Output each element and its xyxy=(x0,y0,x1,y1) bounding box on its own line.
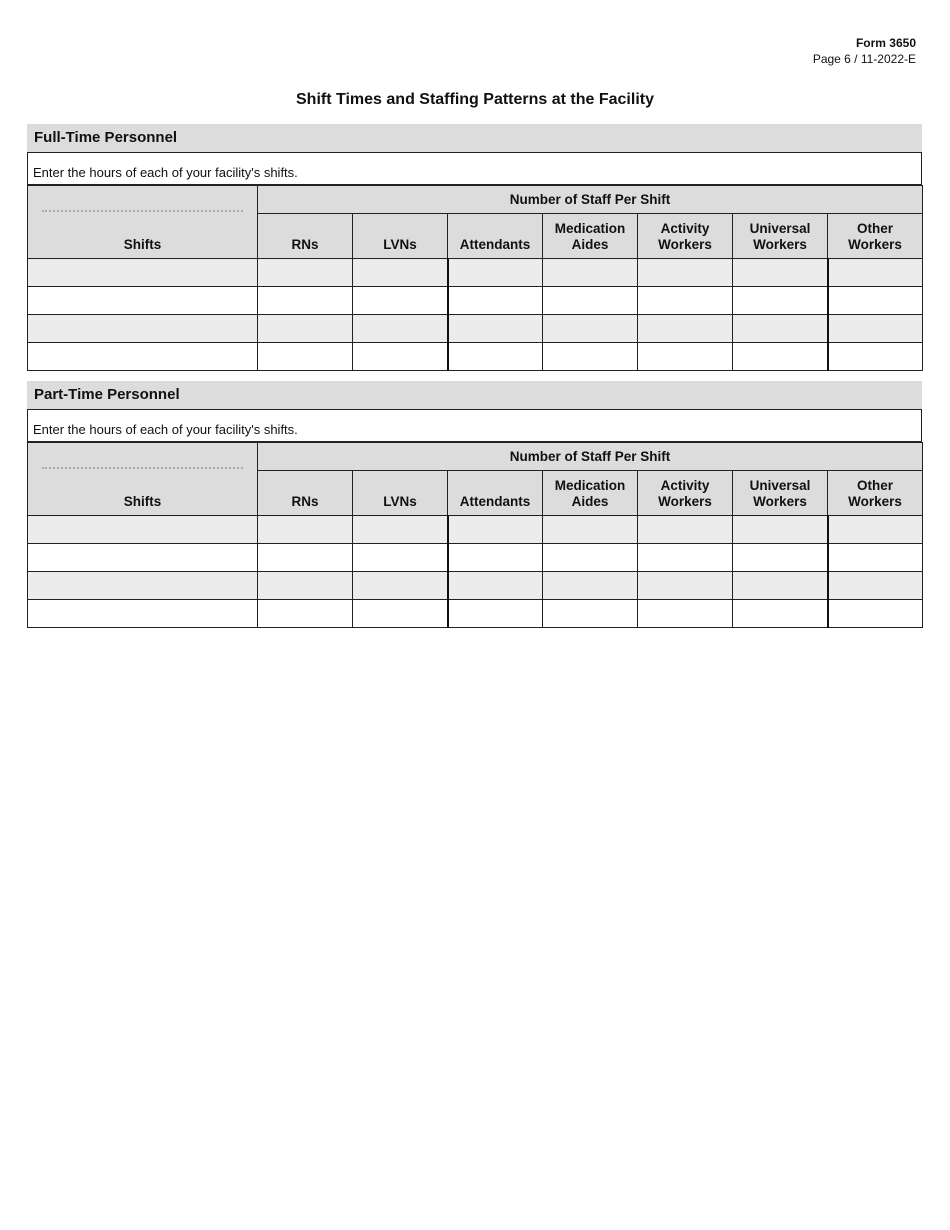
rns-count-field[interactable] xyxy=(258,315,353,343)
medication-aides-count-field[interactable] xyxy=(543,516,638,544)
form-number: Form 3650 xyxy=(855,36,916,50)
other-workers-count-field[interactable] xyxy=(828,287,923,315)
medication-aides-count-field[interactable] xyxy=(543,315,638,343)
column-header-activity-workers: Activity Workers xyxy=(638,214,733,259)
shift-row xyxy=(28,516,923,544)
column-header-attendants: Attendants xyxy=(448,471,543,516)
lvns-count-field[interactable] xyxy=(353,600,448,628)
rns-count-field[interactable] xyxy=(258,572,353,600)
column-header-activity-workers: Activity Workers xyxy=(638,471,733,516)
shift-row xyxy=(28,315,923,343)
attendants-count-field[interactable] xyxy=(448,600,543,628)
lvns-count-field[interactable] xyxy=(353,343,448,371)
shift-hours-field[interactable] xyxy=(28,343,258,371)
full-time-staffing-table xyxy=(27,185,923,371)
activity-workers-count-field[interactable] xyxy=(638,259,733,287)
shift-row xyxy=(28,544,923,572)
rns-count-field[interactable] xyxy=(258,259,353,287)
shifts-column-header: Shifts xyxy=(28,443,258,516)
activity-workers-count-field[interactable] xyxy=(638,315,733,343)
other-workers-count-field[interactable] xyxy=(828,259,923,287)
shift-hours-field[interactable] xyxy=(28,544,258,572)
attendants-count-field[interactable] xyxy=(448,572,543,600)
part-time-staffing-table xyxy=(27,442,923,628)
column-header-lvns: LVNs xyxy=(353,471,448,516)
column-header-other-workers: Other Workers xyxy=(828,471,923,516)
column-header-medication-aides: Medication Aides xyxy=(543,214,638,259)
full-time-section xyxy=(27,124,922,371)
medication-aides-count-field[interactable] xyxy=(543,259,638,287)
other-workers-count-field[interactable] xyxy=(828,544,923,572)
shift-hours-field[interactable] xyxy=(28,516,258,544)
other-workers-count-field[interactable] xyxy=(828,600,923,628)
column-header-rns: RNs xyxy=(258,214,353,259)
form-identifier xyxy=(813,35,916,67)
lvns-count-field[interactable] xyxy=(353,259,448,287)
lvns-count-field[interactable] xyxy=(353,516,448,544)
part-time-section xyxy=(27,381,922,628)
rns-count-field[interactable] xyxy=(258,544,353,572)
shift-row xyxy=(28,343,923,371)
column-header-other-workers: Other Workers xyxy=(828,214,923,259)
staff-per-shift-header: Number of Staff Per Shift xyxy=(258,186,923,214)
full-time-instruction: Enter the hours of each of your facility's shifts. xyxy=(27,152,922,185)
lvns-count-field[interactable] xyxy=(353,572,448,600)
shift-hours-field[interactable] xyxy=(28,572,258,600)
universal-workers-count-field[interactable] xyxy=(733,287,828,315)
dotted-leader xyxy=(42,467,243,469)
column-header-medication-aides: Medication Aides xyxy=(543,471,638,516)
shifts-column-header: Shifts xyxy=(28,186,258,259)
part-time-instruction: Enter the hours of each of your facility's shifts. xyxy=(27,409,922,442)
universal-workers-count-field[interactable] xyxy=(733,259,828,287)
shift-row xyxy=(28,572,923,600)
activity-workers-count-field[interactable] xyxy=(638,516,733,544)
shift-row xyxy=(28,600,923,628)
column-header-lvns: LVNs xyxy=(353,214,448,259)
staff-per-shift-header: Number of Staff Per Shift xyxy=(258,443,923,471)
universal-workers-count-field[interactable] xyxy=(733,315,828,343)
medication-aides-count-field[interactable] xyxy=(543,600,638,628)
rns-count-field[interactable] xyxy=(258,600,353,628)
shift-hours-field[interactable] xyxy=(28,600,258,628)
lvns-count-field[interactable] xyxy=(353,544,448,572)
shift-row xyxy=(28,259,923,287)
medication-aides-count-field[interactable] xyxy=(543,343,638,371)
universal-workers-count-field[interactable] xyxy=(733,516,828,544)
rns-count-field[interactable] xyxy=(258,516,353,544)
shift-row xyxy=(28,287,923,315)
attendants-count-field[interactable] xyxy=(448,544,543,572)
universal-workers-count-field[interactable] xyxy=(733,600,828,628)
dotted-leader xyxy=(42,210,243,212)
medication-aides-count-field[interactable] xyxy=(543,544,638,572)
activity-workers-count-field[interactable] xyxy=(638,544,733,572)
shift-hours-field[interactable] xyxy=(28,287,258,315)
column-header-attendants: Attendants xyxy=(448,214,543,259)
universal-workers-count-field[interactable] xyxy=(733,343,828,371)
activity-workers-count-field[interactable] xyxy=(638,287,733,315)
universal-workers-count-field[interactable] xyxy=(733,544,828,572)
attendants-count-field[interactable] xyxy=(448,315,543,343)
activity-workers-count-field[interactable] xyxy=(638,600,733,628)
column-header-universal-workers: Universal Workers xyxy=(733,214,828,259)
universal-workers-count-field[interactable] xyxy=(733,572,828,600)
column-header-rns: RNs xyxy=(258,471,353,516)
shift-hours-field[interactable] xyxy=(28,259,258,287)
activity-workers-count-field[interactable] xyxy=(638,572,733,600)
attendants-count-field[interactable] xyxy=(448,343,543,371)
attendants-count-field[interactable] xyxy=(448,516,543,544)
other-workers-count-field[interactable] xyxy=(828,343,923,371)
shift-hours-field[interactable] xyxy=(28,315,258,343)
attendants-count-field[interactable] xyxy=(448,259,543,287)
medication-aides-count-field[interactable] xyxy=(543,287,638,315)
lvns-count-field[interactable] xyxy=(353,287,448,315)
activity-workers-count-field[interactable] xyxy=(638,343,733,371)
column-header-universal-workers: Universal Workers xyxy=(733,471,828,516)
medication-aides-count-field[interactable] xyxy=(543,572,638,600)
part-time-section-title: Part-Time Personnel xyxy=(27,381,922,409)
page-info: Page 6 / 11-2022-E xyxy=(812,52,916,66)
full-time-section-title: Full-Time Personnel xyxy=(27,124,922,152)
other-workers-count-field[interactable] xyxy=(828,516,923,544)
other-workers-count-field[interactable] xyxy=(828,572,923,600)
page-title: Shift Times and Staffing Patterns at the Facility xyxy=(296,91,654,108)
other-workers-count-field[interactable] xyxy=(828,315,923,343)
attendants-count-field[interactable] xyxy=(448,287,543,315)
lvns-count-field[interactable] xyxy=(353,315,448,343)
rns-count-field[interactable] xyxy=(258,287,353,315)
rns-count-field[interactable] xyxy=(258,343,353,371)
